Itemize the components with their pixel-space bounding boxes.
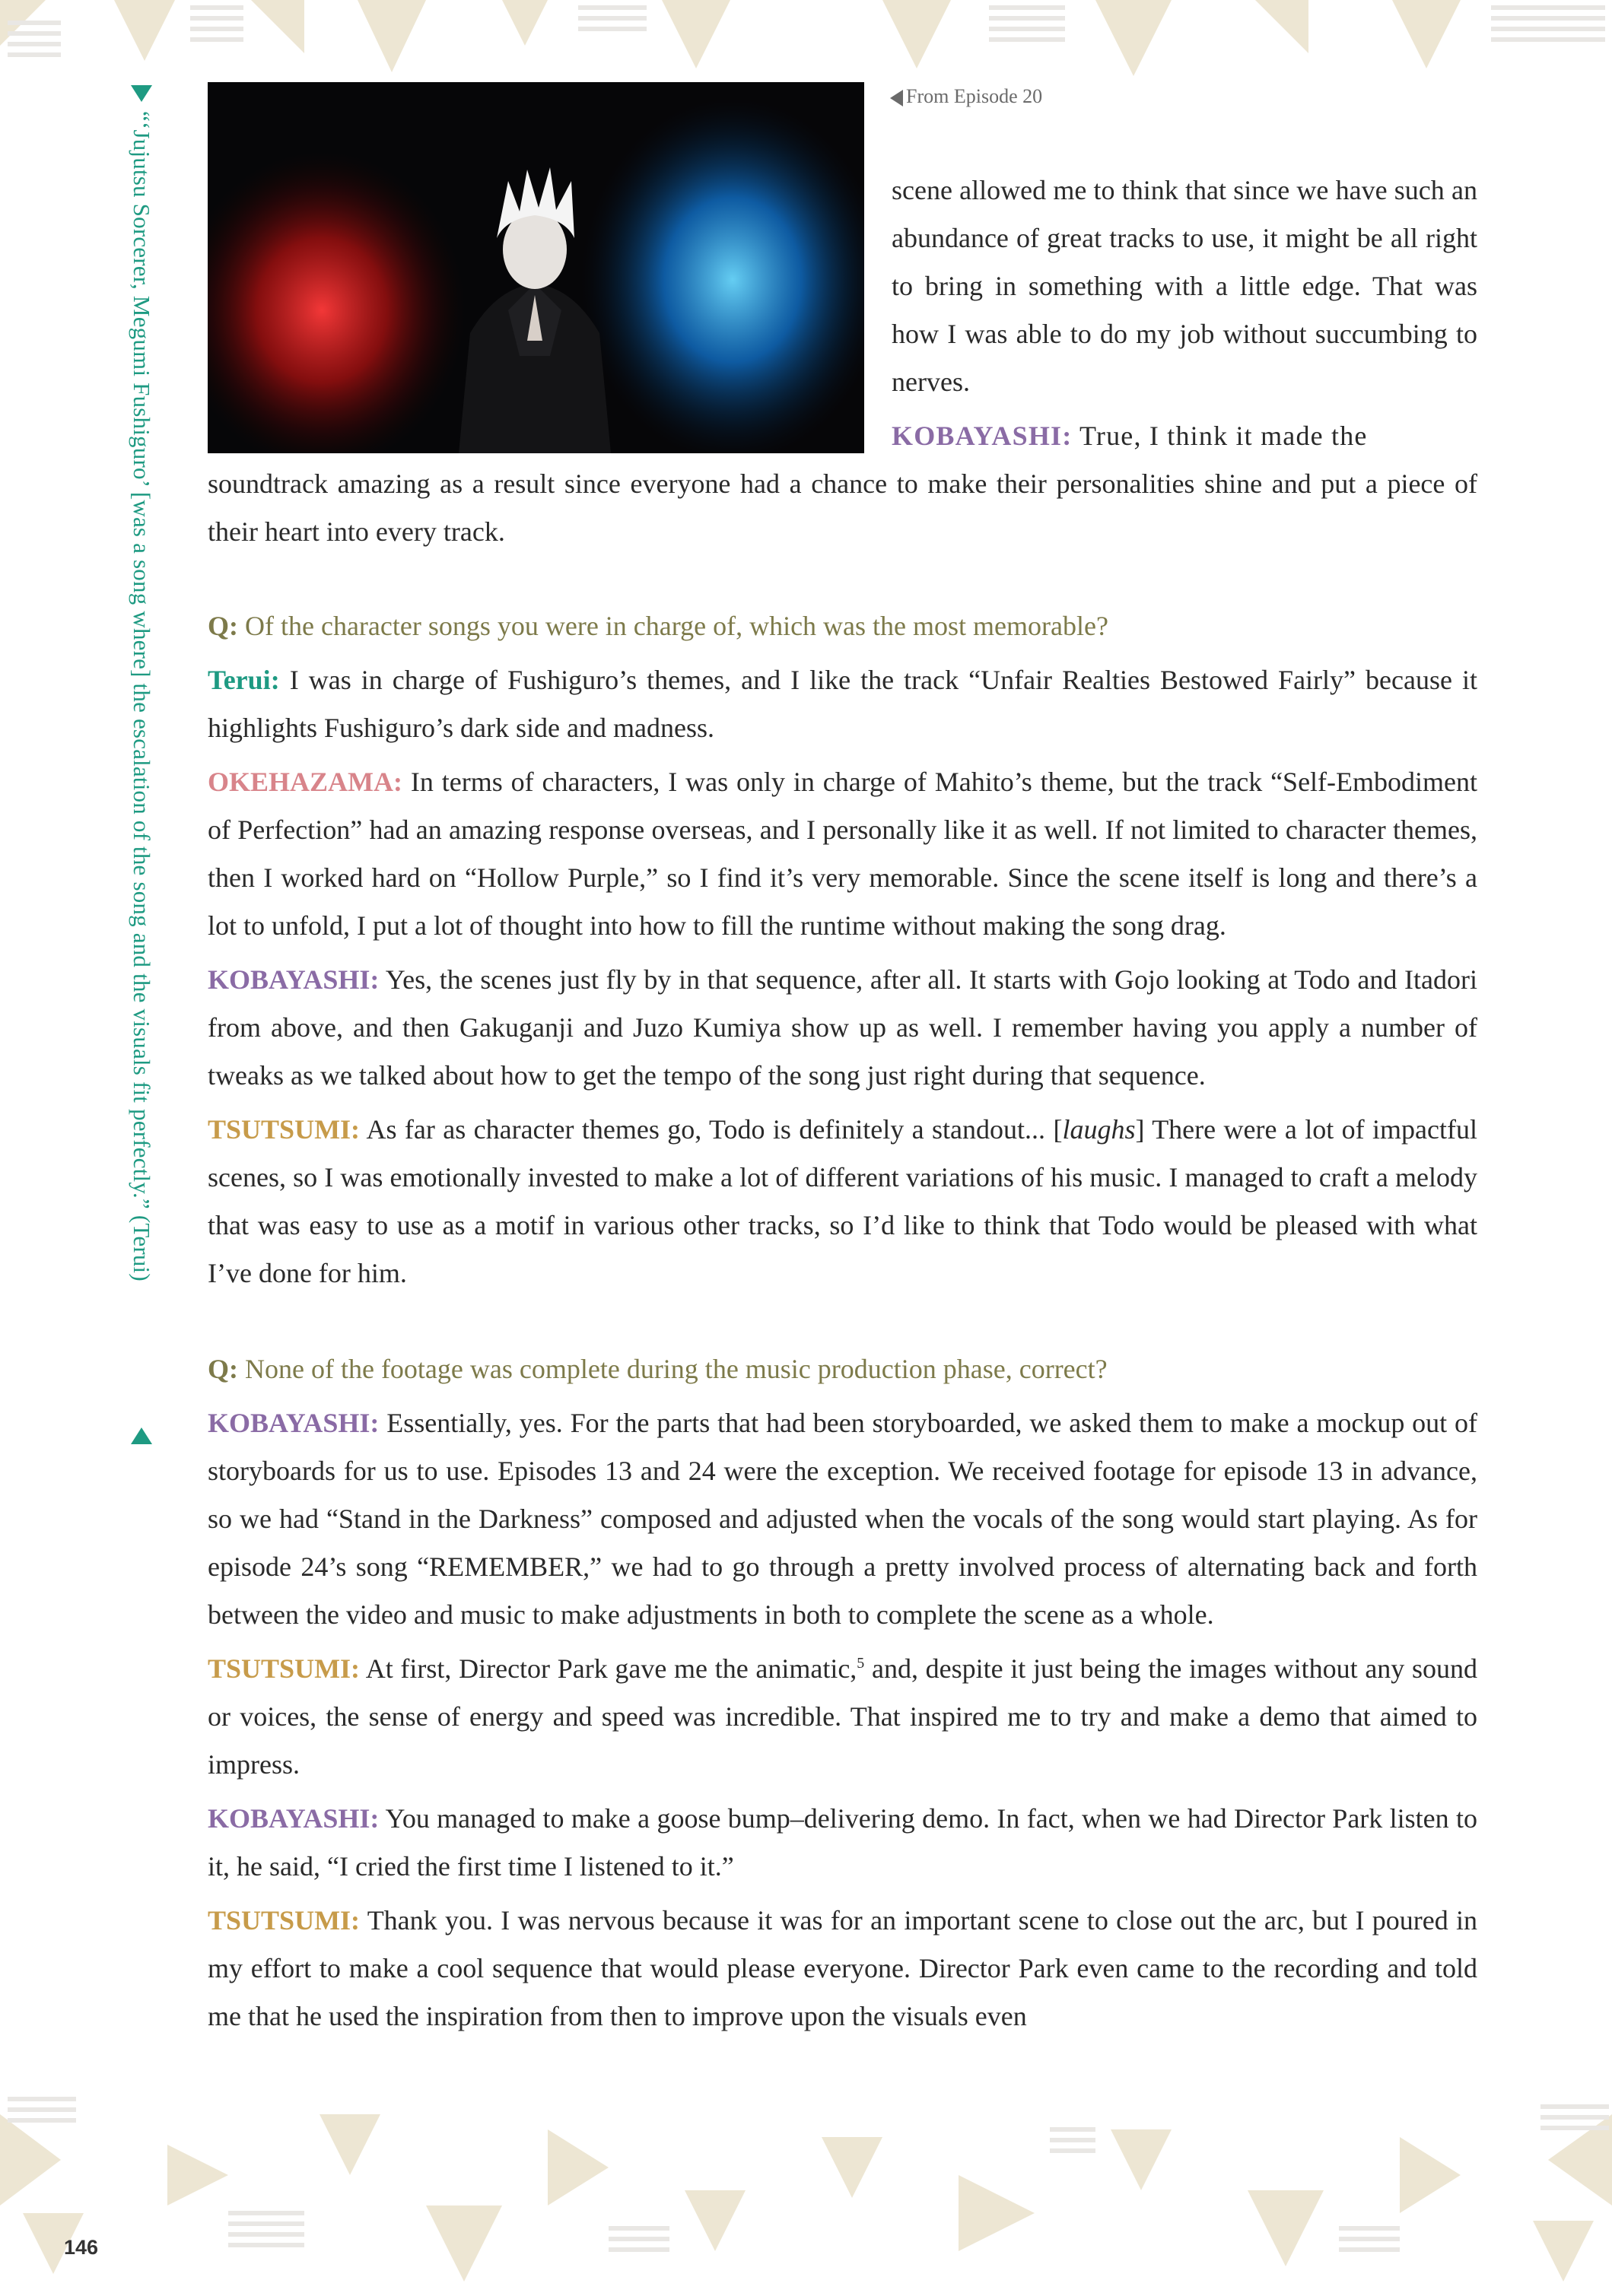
answer [208,1106,1477,1297]
answer-text: As far as character themes go, Todo is definitely a standout... [ [366,1114,1063,1145]
speaker-label: KOBAYASHI: [208,964,380,995]
kobayashi-paragraph [208,412,1477,556]
question-text: Of the character songs you were in charge of, which was the most memorable? [245,611,1108,641]
answer-text: ] There were a lot of impactful scenes, so I was emotionally invested to make a lot of different variations of his music. I managed to craft a melody that was easy to use as a motif in various other tracks, so I’d like to think that Todo would be pleased with what I’ve done for him. [208,1114,1478,1288]
page-number: 146 [64,2236,99,2259]
speaker-label: KOBAYASHI: [208,1803,380,1834]
stage-direction: laughs [1062,1114,1136,1145]
speaker-label: Terui: [208,665,280,695]
section-gap [208,1304,1477,1345]
intro-continuation [892,167,1477,406]
answer [208,956,1477,1100]
answer-text: True, I think it made the [1079,421,1368,451]
interview-body [208,602,1477,2047]
decorative-pattern-left [0,0,99,2296]
kobayashi-reply [208,412,1477,556]
caption-arrow-icon [890,90,903,106]
side-pull-quote [114,85,167,1447]
side-quote-text: “‘Jujutsu Sorcerer, Megumi Fushiguro’ [was a song where] the escalation of the song and the visuals fit perfectly.” (Terui) [129,111,155,1281]
speaker-label: KOBAYASHI: [892,421,1073,451]
continuation-paragraph: scene allowed me to think that since we have such an abundance of great tracks to use, it might be all right to bring in something with a little edge. That was how I was able to do my job without succumbing to nerves. [892,175,1477,397]
answer-text: Yes, the scenes just fly by in that sequence, after all. It starts with Gojo looking at Todo and Itadori from above, and then Gakuganji and Juzo Kumiya show up as well. I remember having you apply a number of tweaks as we talked about how to get the tempo of the song just right during that sequence. [208,964,1477,1091]
question-prefix: Q: [208,1354,238,1384]
answer [208,1795,1477,1891]
footnote-marker: 5 [857,1655,865,1672]
decorative-pattern-bottom [0,2084,1612,2296]
speaker-label: OKEHAZAMA: [208,767,402,797]
answer-text: I was in charge of Fushiguro’s themes, and I like the track “Unfair Realties Bestowed Fairly” because it highlights Fushiguro’s dark side and madness. [208,665,1477,743]
question-prefix: Q: [208,611,238,641]
answer [208,758,1477,950]
answer-text: Essentially, yes. For the parts that had been storyboarded, we asked them to make a mockup out of storyboards for us to use. Episodes 13 and 24 were the exception. We received footage for episode 13 in advance, so we had “Stand in the Darkness” composed and adjusted when the vocals of the song would start playing. As for episode 24’s song “REMEMBER,” we had to go through a pretty involved process of alternating back and forth between the video and music to make adjustments in both to complete the scene as a whole. [208,1408,1478,1630]
question [208,1345,1477,1393]
answer [208,1645,1477,1789]
answer [208,1399,1477,1639]
speaker-label: TSUTSUMI: [208,1653,361,1684]
speaker-label: TSUTSUMI: [208,1114,361,1145]
decorative-pattern-top [0,0,1612,84]
triangle-marker-icon [131,85,152,102]
image-caption [890,85,1042,108]
answer [208,1897,1477,2040]
question [208,602,1477,650]
answer [208,656,1477,752]
answer-text: Thank you. I was nervous because it was for an important scene to close out the arc, but I poured in my effort to make a cool sequence that would please everyone. Director Park even came to the recording and told me that he used the inspiration from then to improve upon the visuals even [208,1905,1477,2031]
episode-screenshot [208,82,864,453]
speaker-label: KOBAYASHI: [208,1408,380,1438]
triangle-marker-icon [131,1427,152,1444]
question-text: None of the footage was complete during the music production phase, correct? [245,1354,1108,1384]
answer-text: and, despite it just being the images without any sound or voices, the sense of energy and speed was incredible. That inspired me to try and make a demo that aimed to impress. [208,1653,1478,1780]
kobayashi-first-line [208,412,1477,460]
caption-text: From Episode 20 [906,85,1043,107]
answer-text: soundtrack amazing as a result since everyone had a chance to make their personalities shine and put a piece of their heart into every track. [208,468,1477,547]
answer-text: You managed to make a goose bump–delivering demo. In fact, when we had Director Park listen to it, he said, “I cried the first time I listened to it.” [208,1803,1477,1882]
answer-text: At first, Director Park gave me the animatic, [365,1653,857,1684]
speaker-label: TSUTSUMI: [208,1905,361,1936]
answer-text: In terms of characters, I was only in charge of Mahito’s theme, but the track “Self-Embodiment of Perfection” had an amazing response overseas, and I personally like it as well. If not limited to character themes, then I worked hard on “Hollow Purple,” so I find it’s very memorable. Since the scene itself is long and there’s a lot to unfold, I put a lot of thought into how to fill the runtime without making the song drag. [208,767,1478,941]
decorative-pattern-right [1510,0,1612,2296]
